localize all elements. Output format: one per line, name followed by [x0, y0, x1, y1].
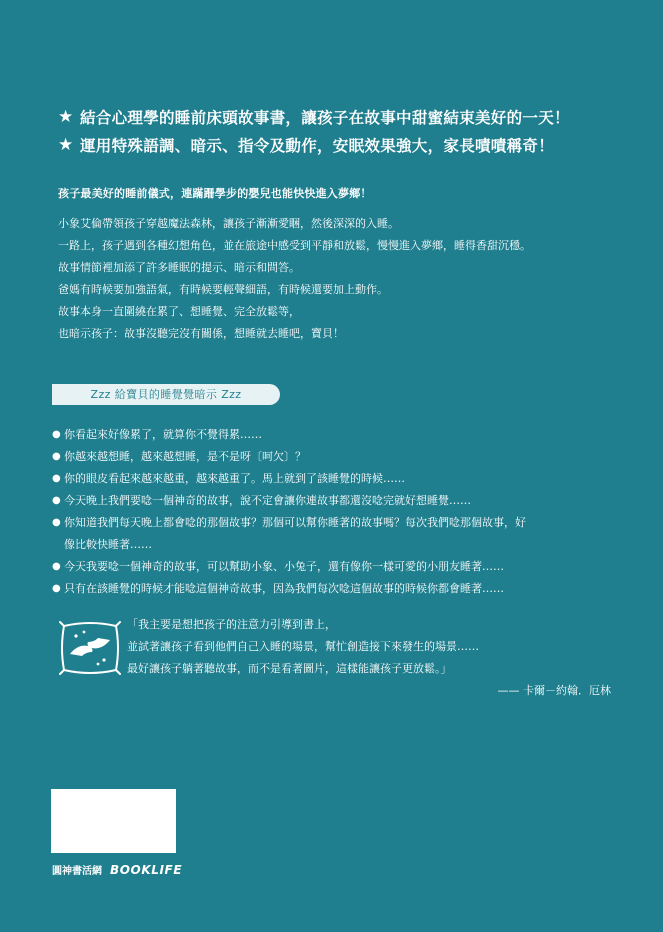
intro-line: 一路上，孩子遇到各種幻想角色，並在旅途中感受到平靜和放鬆，慢慢進入夢鄉，睡得香甜沉穩。 — [58, 239, 531, 252]
headline-1 — [58, 106, 570, 128]
list-item-text: 你越來越想睡，越來越想睡，是不是呀〔呵欠〕？ — [64, 450, 306, 463]
bullet-icon: ● — [52, 451, 61, 462]
list-item-text: 你知道我們每天晚上都會唸的那個故事？那個可以幫你睡著的故事嗎？每次我們唸那個故事，好 — [64, 516, 526, 529]
bullet-icon: ● — [52, 429, 61, 440]
intro-body — [58, 213, 618, 345]
intro-heading: 孩子最美好的睡前儀式，連蹣跚學步的嬰兒也能快快進入夢鄉！ — [58, 187, 372, 200]
headline-text: 結合心理學的睡前床頭故事書，讓孩子在故事中甜蜜結束美好的一天！ — [80, 109, 570, 127]
list-item — [52, 556, 622, 578]
list-item — [52, 490, 622, 512]
hint-list — [52, 424, 622, 600]
list-item-text: 你的眼皮看起來越來越重，越來越重了。馬上就到了該睡覺的時候…… — [64, 472, 405, 485]
list-item-text: 只有在該睡覺的時候才能唸這個神奇故事，因為我們每次唸這個故事的時候你都會睡著…… — [64, 582, 504, 595]
bullet-icon: ● — [52, 473, 61, 484]
quote-block — [127, 614, 617, 702]
publisher-name-en: BOOKLIFE — [110, 862, 183, 877]
list-item-text: 像比較快睡著…… — [64, 538, 152, 551]
headline-2 — [58, 134, 554, 156]
list-item-text: 你看起來好像累了，就算你不覺得累…… — [64, 428, 262, 441]
publisher-logo — [52, 862, 182, 877]
list-item-text: 今天我要唸一個神奇的故事，可以幫助小象、小兔子，還有像你一樣可愛的小朋友睡著…… — [64, 560, 504, 573]
list-item-text: 今天晚上我們要唸一個神奇的故事，說不定會讓你連故事都還沒唸完就好想睡覺…… — [64, 494, 471, 507]
intro-line: 故事情節裡加添了許多睡眠的提示、暗示和問答。 — [58, 261, 300, 274]
list-item — [52, 578, 622, 600]
bullet-icon: ● — [52, 517, 61, 528]
intro-line: 也暗示孩子：故事沒聽完沒有關係，想睡就去睡吧，寶貝！ — [58, 327, 344, 340]
bullet-icon: ● — [52, 495, 61, 506]
list-item — [52, 446, 622, 468]
publisher-name-zh: 圓神書活網 — [52, 866, 102, 877]
headline-text: 運用特殊語調、暗示、指令及動作，安眠效果強大，家長嘖嘖稱奇！ — [80, 137, 555, 155]
quote-line: 並試著讓孩子看到他們自己入睡的場景，幫忙創造接下來發生的場景…… — [127, 640, 479, 653]
bullet-icon: ● — [52, 561, 61, 572]
barcode-area — [51, 789, 176, 853]
list-item — [52, 468, 622, 490]
quote-author: —— 卡爾－約翰．厄林 — [497, 684, 611, 697]
zzz-banner: Zzz 給寶貝的睡覺覺暗示 Zzz — [52, 384, 280, 405]
quote-line: 「我主要是想把孩子的注意力引導到書上， — [127, 618, 336, 631]
intro-line: 小象艾倫帶領孩子穿越魔法森林，讓孩子漸漸愛睏，然後深深的入睡。 — [58, 217, 399, 230]
bullet-icon: ● — [52, 583, 61, 594]
pillow-icon — [58, 618, 122, 678]
list-item — [52, 424, 622, 446]
quote-line: 最好讓孩子躺著聽故事，而不是看著圖片，這樣能讓孩子更放鬆。」 — [127, 662, 452, 675]
star-icon: ★ — [58, 135, 74, 155]
intro-line: 故事本身一直圍繞在累了、想睡覺、完全放鬆等， — [58, 305, 300, 318]
list-item — [52, 512, 622, 556]
star-icon: ★ — [58, 107, 74, 127]
intro-line: 爸媽有時候要加強語氣，有時候要輕聲細語，有時候還要加上動作。 — [58, 283, 388, 296]
